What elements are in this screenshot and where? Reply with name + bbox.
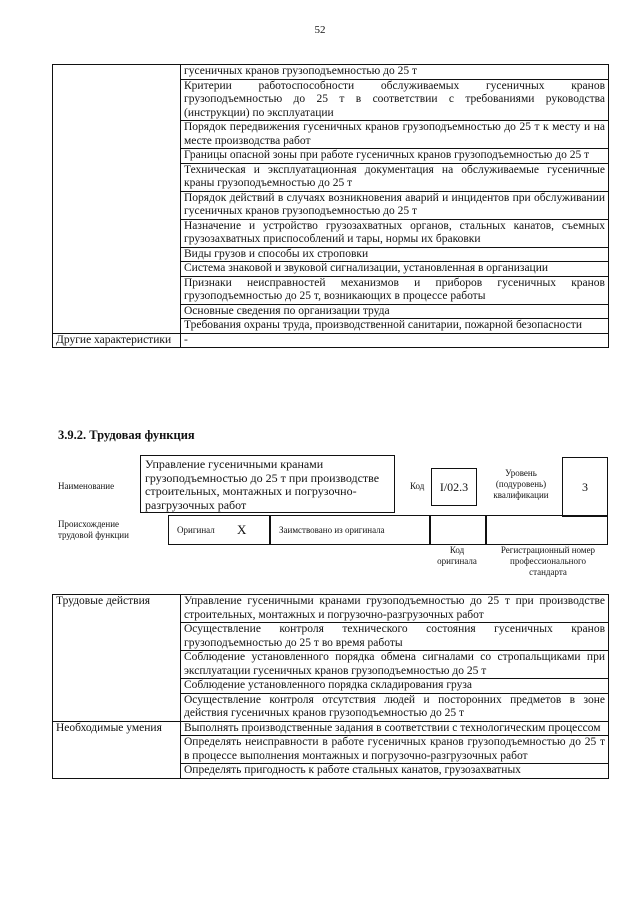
- table-row: [53, 721, 609, 736]
- labor-actions-label: Трудовые действия: [53, 595, 181, 722]
- page-number: 52: [314, 24, 326, 36]
- name-label: Наименование: [58, 481, 115, 491]
- table-cell: гусеничных кранов грузоподъемностью до 25 т: [181, 65, 609, 80]
- table-cell: Система знаковой и звуковой сигнализации, установленная в организации: [181, 262, 609, 277]
- table-cell: Соблюдение установленного порядка обмена сигналами со стропальщиками при эксплуатации гусеничных кранов грузоподъемностью до 25 т: [181, 651, 609, 679]
- origin-label: Происхождение трудовой функции: [58, 519, 129, 540]
- table-row: [53, 333, 609, 348]
- table-cell: Границы опасной зоны при работе гусеничных кранов грузоподъемностью до 25 т: [181, 149, 609, 164]
- table-row: [53, 595, 609, 623]
- other-characteristics-label: Другие характеристики: [53, 333, 181, 348]
- table-cell: Осуществление контроля технического состояния гусеничных кранов грузоподъемностью до 25 т во время работы: [181, 623, 609, 651]
- table-cell: Определять пригодность к работе стальных канатов, грузозахватных: [181, 764, 609, 779]
- borrowed-box: [269, 515, 431, 545]
- borrowed-label: Заимствовано из оригинала: [279, 525, 385, 535]
- table-cell: Порядок действий в случаях возникновения аварий и инцидентов при обслуживании гусеничных кранов грузоподъемностью до 25 т: [181, 191, 609, 219]
- level-label: Уровень (подуровень) квалификации: [493, 468, 549, 500]
- other-characteristics-value: -: [181, 333, 609, 348]
- level-box: [562, 457, 608, 517]
- reg-number-box: [485, 515, 608, 545]
- function-name: Управление гусеничными кранами грузоподъемностью до 25 т при производстве строительных, монтажных и погрузочно-разгрузочных работ: [140, 455, 395, 513]
- table-cell: Основные сведения по организации труда: [181, 304, 609, 319]
- knowledge-table: [52, 64, 609, 348]
- section-title: 3.9.2. Трудовая функция: [58, 428, 195, 442]
- table-cell: Техническая и эксплуатационная документация на обслуживаемые гусеничные краны грузоподъемностью до 25 т: [181, 163, 609, 191]
- level-value: 3: [582, 480, 588, 494]
- code-box: [431, 468, 477, 506]
- reg-number-caption: Регистрационный номер профессионального стандарта: [500, 545, 596, 577]
- table-cell: Критерии работоспособности обслуживаемых гусеничных кранов грузоподъемностью до 25 т в соответствии с требованиями руководства (инструкции) по эксплуатации: [181, 79, 609, 121]
- original-mark: X: [237, 522, 247, 537]
- table-cell: Осуществление контроля отсутствия людей и посторонних предметов в зоне действия гусеничных кранов грузоподъемностью до 25 т: [181, 693, 609, 721]
- table-cell: Соблюдение установленного порядка складирования груза: [181, 679, 609, 694]
- table-row: [53, 65, 609, 80]
- original-box: [168, 515, 271, 545]
- table-cell: Виды грузов и способы их строповки: [181, 247, 609, 262]
- actions-table: [52, 594, 609, 779]
- table-cell: Признаки неисправностей механизмов и приборов гусеничных кранов грузоподъемностью до 25 т, возникающих в процессе работы: [181, 276, 609, 304]
- table-cell: Определять неисправности в работе гусеничных кранов грузоподъемностью до 25 т в процессе выполнения монтажных и погрузочно-разгрузочных работ: [181, 736, 609, 764]
- code-original-caption: Код оригинала: [437, 545, 477, 566]
- original-label: Оригинал: [177, 525, 215, 535]
- code-label: Код: [410, 481, 425, 491]
- table-cell: Назначение и устройство грузозахватных органов, стальных канатов, съемных грузозахватных приспособлений и тары, нормы их браковки: [181, 219, 609, 247]
- table-cell: Требования охраны труда, производственной санитарии, пожарной безопасности: [181, 319, 609, 334]
- table-cell: Выполнять производственные задания в соответствии с технологическим процессом: [181, 721, 609, 736]
- table-cell: Порядок передвижения гусеничных кранов грузоподъемностью до 25 т к месту и на месте производства работ: [181, 121, 609, 149]
- table-cell: Управление гусеничными кранами грузоподъемностью до 25 т при производстве строительных, монтажных и погрузочно-разгрузочных работ: [181, 595, 609, 623]
- code-original-box: [429, 515, 487, 545]
- code-value: I/02.3: [439, 480, 469, 494]
- table-cell: [53, 65, 181, 334]
- required-skills-label: Необходимые умения: [53, 721, 181, 778]
